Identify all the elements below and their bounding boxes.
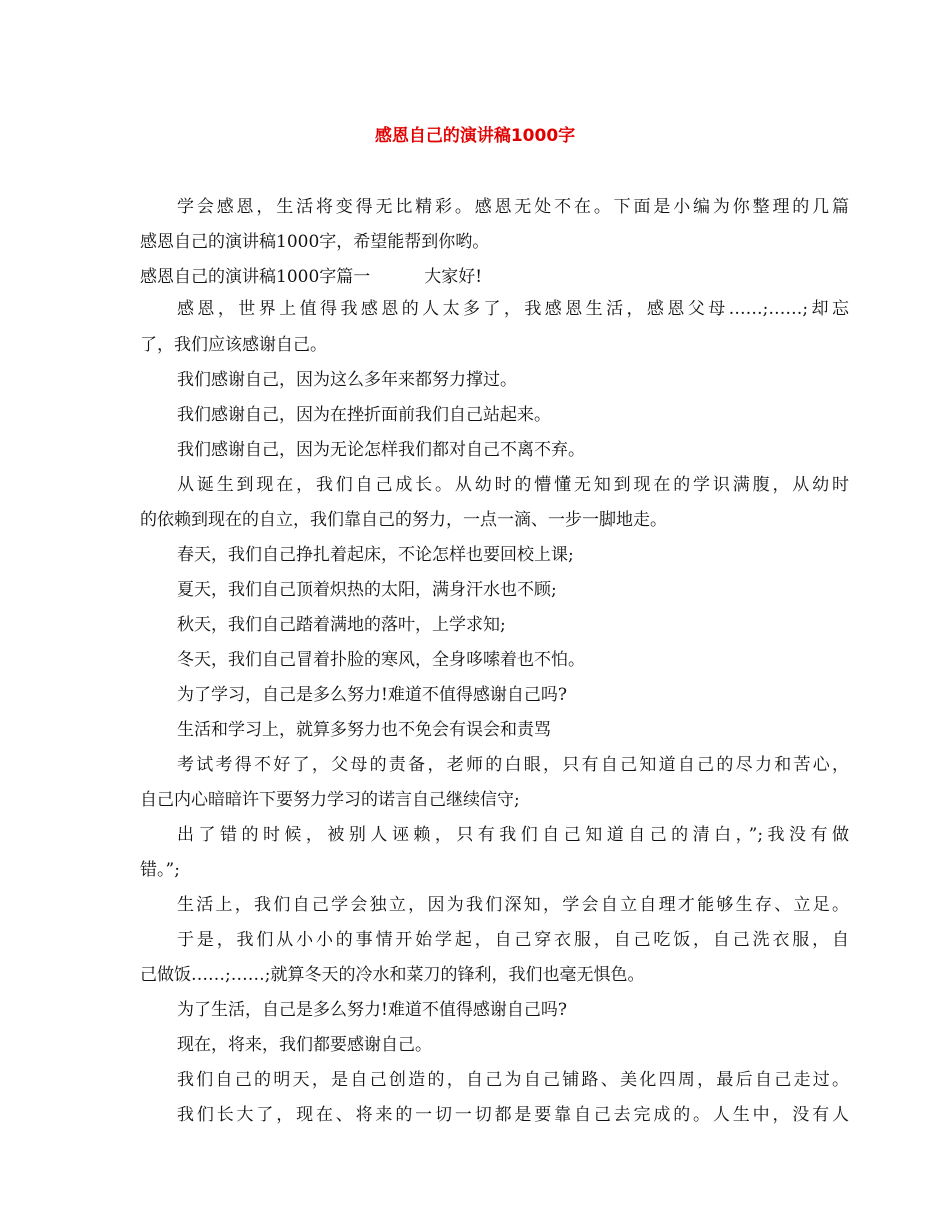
paragraph-line: 秋天，我们自己踏着满地的落叶，上学求知; — [177, 615, 506, 635]
paragraph-line: 错。”; — [140, 860, 180, 880]
section-heading: 感恩自己的演讲稿1000字篇一 — [140, 267, 371, 287]
intro-line-1: 学会感恩，生活将变得无比精彩。感恩无处不在。下面是小编为你整理的几篇 — [177, 197, 849, 217]
paragraph-line: 了，我们应该感谢自己。 — [140, 335, 327, 355]
greeting: 大家好! — [424, 267, 483, 287]
paragraph-line: 考试考得不好了，父母的责备，老师的白眼，只有自己知道自己的尽力和苦心， — [177, 755, 849, 775]
paragraph-line: 春天，我们自己挣扎着起床，不论怎样也要回校上课; — [177, 545, 574, 565]
paragraph-line: 自己内心暗暗许下要努力学习的诺言自己继续信守; — [140, 790, 520, 810]
paragraph-line: 现在，将来，我们都要感谢自己。 — [177, 1035, 432, 1055]
paragraph-line: 的依赖到现在的自立，我们靠自己的努力，一点一滴、一步一脚地走。 — [140, 510, 667, 530]
paragraph-line: 我们自己的明天，是自己创造的，自己为自己铺路、美化四周，最后自己走过。 — [177, 1070, 849, 1090]
paragraph-line: 己做饭……;……;就算冬天的冷水和菜刀的锋利，我们也毫无惧色。 — [140, 965, 645, 985]
document-title: 感恩自己的演讲稿1000字 — [374, 126, 576, 146]
paragraph-line: 我们感谢自己，因为这么多年来都努力撑过。 — [177, 370, 517, 390]
paragraph-line: 我们感谢自己，因为无论怎样我们都对自己不离不弃。 — [177, 440, 585, 460]
paragraph-line: 生活和学习上，就算多努力也不免会有误会和责骂 — [177, 720, 551, 740]
intro-line-2: 感恩自己的演讲稿1000字，希望能帮到你哟。 — [140, 232, 490, 252]
paragraph-line: 夏天，我们自己顶着炽热的太阳，满身汗水也不顾; — [177, 580, 557, 600]
paragraph-line: 我们感谢自己，因为在挫折面前我们自己站起来。 — [177, 405, 551, 425]
paragraph-line: 为了学习，自己是多么努力!难道不值得感谢自己吗? — [177, 685, 567, 705]
paragraph-line: 感恩，世界上值得我感恩的人太多了，我感恩生活，感恩父母……;……;却忘 — [177, 299, 849, 319]
paragraph-line: 冬天，我们自己冒着扑脸的寒风，全身哆嗦着也不怕。 — [177, 650, 585, 670]
paragraph-line: 我们长大了，现在、将来的一切一切都是要靠自己去完成的。人生中，没有人 — [177, 1105, 849, 1125]
paragraph-line: 为了生活，自己是多么努力!难道不值得感谢自己吗? — [177, 1000, 567, 1020]
section-heading-row — [140, 264, 812, 290]
paragraph-line: 从诞生到现在，我们自己成长。从幼时的懵懂无知到现在的学识满腹，从幼时 — [177, 475, 849, 495]
paragraph-line: 于是，我们从小小的事情开始学起，自己穿衣服，自己吃饭，自己洗衣服，自 — [177, 930, 849, 950]
paragraph-line: 生活上，我们自己学会独立，因为我们深知，学会自立自理才能够生存、立足。 — [177, 895, 849, 915]
paragraph-line: 出了错的时候，被别人诬赖，只有我们自己知道自己的清白，”;我没有做 — [177, 825, 849, 845]
